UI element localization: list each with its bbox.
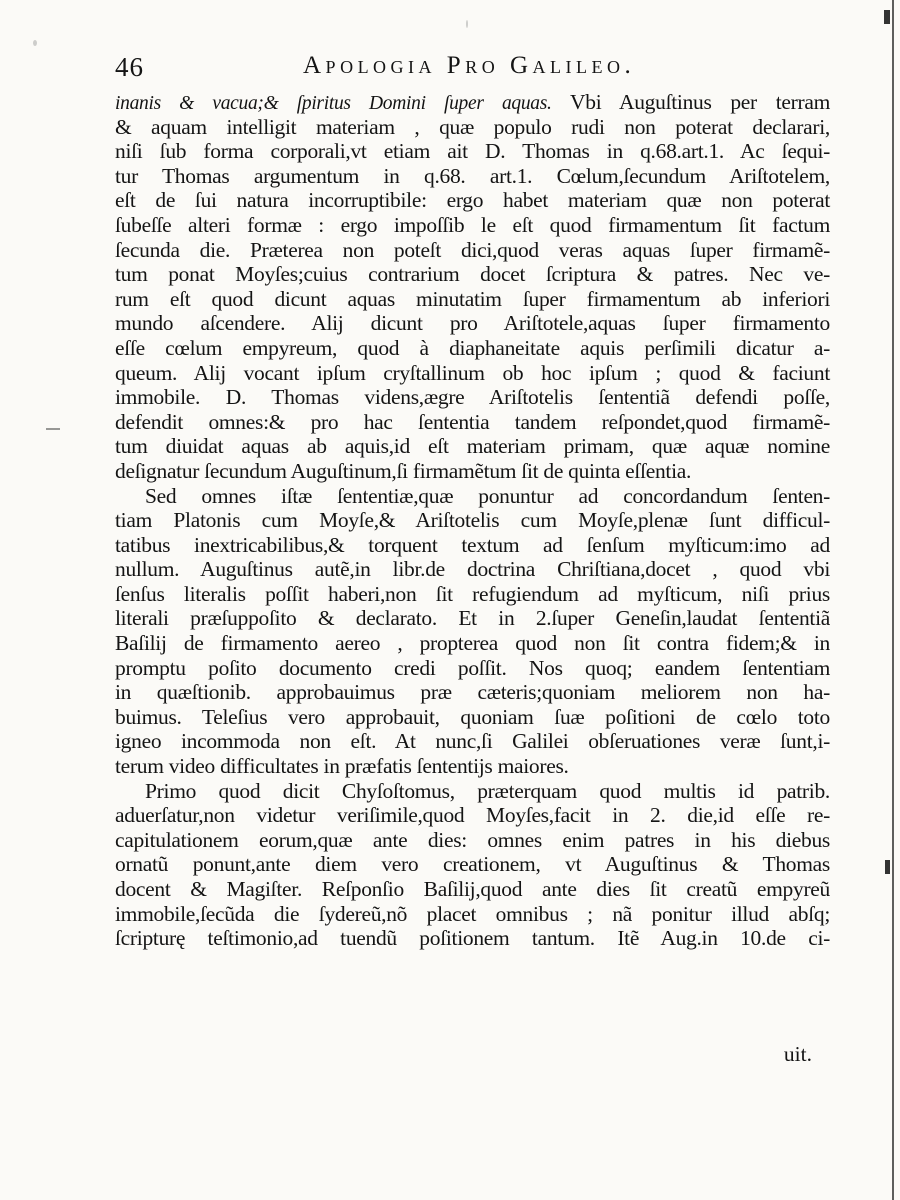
text-line: terum video difficultates in præfatis ſententijs maiores.	[115, 754, 569, 779]
text-line: deſignatur ſecundum Auguſtinum,ſi firmamẽtum ſit de quinta eſſentia.	[115, 458, 692, 483]
text-line: tur Thomas argumentum in q.68. art.1. Cœlum,ſecundum Ariſtotelem,	[115, 163, 830, 188]
text-line: promptu poſito documento credi poſſit. Nos quoq; eandem ſententiam	[115, 655, 830, 680]
edge-mark	[46, 428, 60, 430]
text-line: literali præſuppoſito & declarato. Et in 2.ſuper Geneſin,laudat ſententiã	[115, 606, 830, 631]
catchword: uit.	[783, 1042, 812, 1066]
text-line: capitulationem eorum,quæ ante dies: omnes enim patres in his diebus	[115, 827, 830, 852]
paragraph-1	[115, 115, 830, 484]
text-line	[115, 90, 830, 115]
text-line: & aquam intelligit materiam , quæ populo rudi non poterat declarari,	[115, 114, 830, 139]
text-line: Sed omnes iſtæ ſententiæ,quæ ponuntur ad concordandum ſenten-	[145, 483, 830, 508]
text-line: tatibus inextricabilibus,& torquent textum ad ſenſum myſticum:imo ad	[115, 532, 830, 557]
paragraph-2	[115, 484, 830, 779]
text-line: tum ponat Moyſes;cuius contrarium docet ſcriptura & patres. Nec ve-	[115, 262, 830, 287]
text-line: docent & Magiſter. Reſponſio Baſilij,quod ante dies ſit creatũ empyreũ	[115, 877, 830, 901]
ink-smudge	[466, 20, 468, 28]
text-line: eſt de ſui natura incorruptibile: ergo habet materiam quæ non poterat	[115, 188, 830, 213]
text-fragment: Vbi Auguſtinus per terram	[570, 90, 830, 114]
text-line: ſcripturę teſtimonio,ad tuendũ poſitionem tantum. Itẽ Aug.in 10.de ci-	[115, 926, 830, 951]
text-line: ornatũ ponunt,ante diem vero creationem, vt Auguſtinus & Thomas	[115, 852, 830, 877]
text-line: queum. Alij vocant ipſum cryſtallinum ob hoc ipſum ; quod & faciunt	[115, 360, 830, 385]
text-line: immobile. D. Thomas videns,ægre Ariſtotelis ſententiã defendi poſſe,	[115, 385, 830, 410]
running-head: Apologia Pro Galileo.	[303, 52, 636, 79]
text-line: nullum. Auguſtinus autẽ,in libr.de doctrina Chriſtiana,docet , quod vbi	[115, 557, 830, 582]
text-line: aduerſatur,non videtur veriſimile,quod Moyſes,facit in 2. die,id eſſe re-	[115, 803, 830, 828]
text-line: igneo incommoda non eſt. At nunc,ſi Galilei obſeruationes veræ ſunt,i-	[115, 729, 830, 754]
text-line: Primo quod dicit Chyſoſtomus, præterquam quod multis id patrib.	[145, 778, 830, 803]
edge-mark	[884, 10, 890, 24]
text-line: Baſilij de firmamento aereo , propterea quod non ſit contra fidem;& in	[115, 631, 830, 656]
ink-smudge	[33, 40, 37, 46]
text-line: rum eſt quod dicunt aquas minutatim ſuper firmamentum ab inferiori	[115, 286, 830, 311]
text-line: eſſe cœlum empyreum, quod à diaphaneitate aquis perſimili dicatur a-	[115, 335, 830, 360]
text-block	[115, 90, 830, 951]
page-binding-edge	[892, 0, 894, 1200]
text-line: immobile,ſecũda die ſydereũ,nõ placet omnibus ; nã ponitur illud abſq;	[115, 901, 830, 926]
page-number: 46	[115, 52, 144, 82]
text-line: buimus. Teleſius vero approbauit, quoniam ſuæ poſitioni de cœlo toto	[115, 704, 830, 729]
text-line: tum diuidat aquas ab aquis,id eſt materiam primam, quæ aquæ nomine	[115, 434, 830, 459]
text-line: tiam Platonis cum Moyſe,& Ariſtotelis cum Moyſe,plenæ ſunt difficul-	[115, 508, 830, 533]
text-line: ſecunda die. Præterea non poteſt dici,quod veras aquas ſuper firmamẽ-	[115, 237, 830, 262]
page-header	[115, 52, 825, 88]
text-line: in quæſtionib. approbauimus præ cæteris;quoniam meliorem non ha-	[115, 680, 830, 705]
text-line: ſubeſſe alteri formæ : ergo impoſſib le eſt quod firmamentum ſit factum	[115, 212, 830, 237]
text-line: mundo aſcendere. Alij dicunt pro Ariſtotele,aquas ſuper firmamento	[115, 311, 830, 336]
text-line: defendit omnes:& pro hac ſententia tandem reſpondet,quod firmamẽ-	[115, 409, 830, 434]
paragraph-3	[115, 779, 830, 951]
text-line: ſenſus literalis poſſit haberi,non ſit refugiendum ad myſticum, niſi prius	[115, 581, 830, 606]
text-line: niſi ſub forma corporali,vt etiam ait D. Thomas in q.68.art.1. Ac ſequi-	[115, 139, 830, 164]
edge-mark	[885, 860, 890, 874]
scripture-quote: inanis & vacua;& ſpiritus Domini ſuper aquas.	[115, 93, 552, 114]
